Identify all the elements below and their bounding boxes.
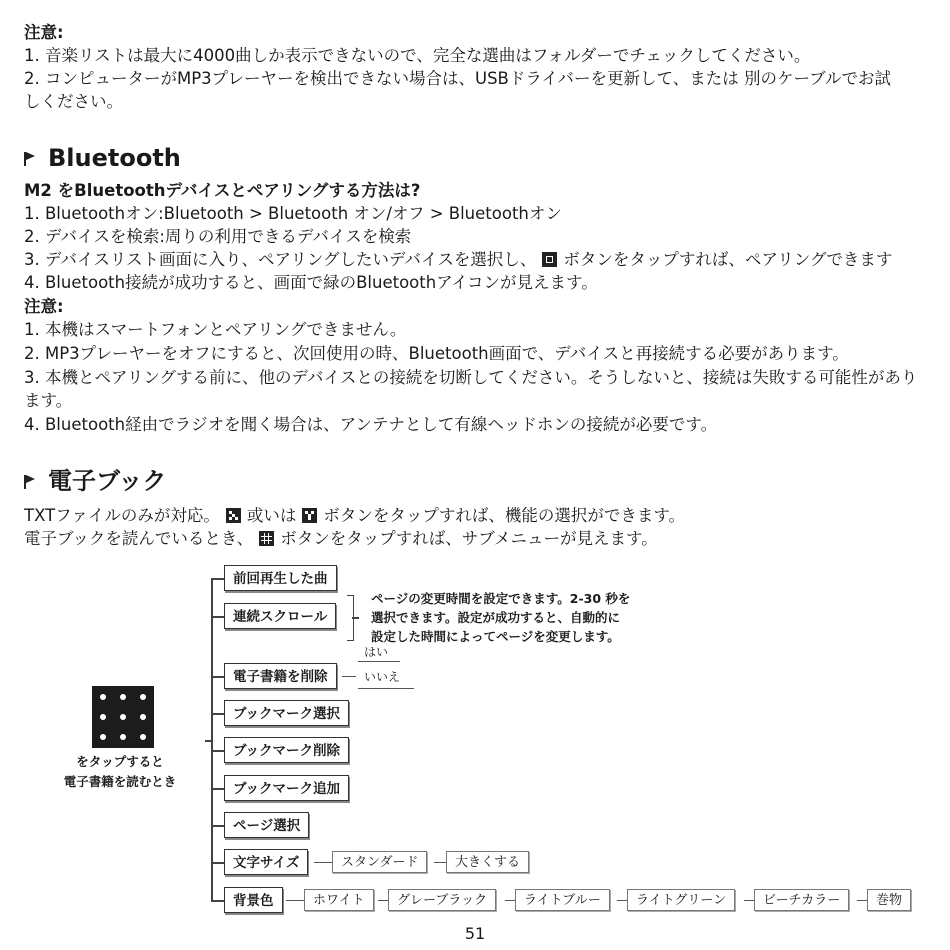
- flag-icon: [24, 473, 38, 491]
- background-option: 巻物: [867, 889, 911, 911]
- note-line: 1. 本機はスマートフォンとペアリングできません。: [24, 320, 407, 339]
- heading-text: 電子ブック: [48, 467, 167, 495]
- note-line: しください。: [24, 92, 123, 111]
- diagram-caption: 電子書籍を読むとき: [63, 774, 177, 789]
- background-option: ビーチカラー: [754, 889, 849, 911]
- menu-item-background: 背景色: [224, 887, 283, 913]
- ebook-text: TXTファイルのみが対応。: [24, 506, 220, 525]
- page-number: 51: [464, 924, 486, 943]
- step3-post: ボタンをタップすれば、ペアリングできます: [563, 250, 893, 269]
- menu-item-delete-ebook: 電子書籍を削除: [224, 663, 337, 689]
- ebook-text: 或いは: [246, 506, 297, 525]
- delete-no: いいえ: [364, 670, 401, 684]
- step3-pre: 3. デバイスリスト画面に入り、ペアリングしたいデバイスを選択し、: [24, 250, 537, 269]
- notes-title: 注意:: [24, 23, 64, 42]
- heading-text: Bluetooth: [48, 144, 181, 172]
- note-line: 1. 音楽リストは最大に4000曲しか表示できないので、完全な選曲はフォルダーでチェックしてください。: [24, 46, 811, 65]
- bluetooth-question: M2 をBluetoothデバイスとペアリングする方法は?: [24, 181, 421, 200]
- tree-stub: [205, 740, 213, 742]
- note-line: 2. コンピューターがMP3プレーヤーを検出できない場合は、USBドライバーを更新して、または 別のケーブルでお試: [24, 69, 891, 88]
- menu-item-page-select: ページ選択: [224, 812, 309, 838]
- background-option: ライトブルー: [515, 889, 610, 911]
- menu-grid-icon: [259, 531, 274, 546]
- menu-item-auto-scroll: 連続スクロール: [224, 603, 336, 629]
- scroll-note-line: 設定した時間によってページを変更します。: [371, 629, 620, 644]
- next-dots-icon: [302, 508, 317, 523]
- menu-item-bookmark-add: ブックマーク追加: [224, 775, 349, 801]
- font-size-option: スタンダード: [332, 851, 427, 873]
- font-size-option: 大きくする: [446, 851, 529, 873]
- notes-title: 注意:: [24, 297, 64, 316]
- tree-trunk: [211, 578, 213, 900]
- ebook-text: ボタンをタップすれば、機能の選択ができます。: [323, 506, 686, 525]
- diagram-caption: をタップすると: [76, 754, 164, 769]
- step-line: [24, 249, 892, 271]
- ebook-line: [24, 528, 658, 550]
- scroll-note: [371, 589, 630, 646]
- confirm-button-icon: [542, 252, 557, 267]
- prev-dots-icon: [226, 508, 241, 523]
- delete-yes: はい: [364, 645, 389, 659]
- menu-item-bookmark-delete: ブックマーク削除: [224, 737, 349, 763]
- menu-item-bookmark-select: ブックマーク選択: [224, 700, 349, 726]
- brace-tip: [352, 617, 359, 619]
- menu-item-font-size: 文字サイズ: [224, 849, 308, 875]
- note-line: 2. MP3プレーヤーをオフにすると、次回使用の時、Bluetooth画面で、デバイスと再接続する必要があります。: [24, 344, 849, 363]
- step-line: 2. デバイスを検索:周りの利用できるデバイスを検索: [24, 227, 412, 246]
- ebook-text: ボタンをタップすれば、サブメニューが見えます。: [280, 529, 658, 548]
- scroll-note-line: ページの変更時間を設定できます。2-30 秒を: [371, 591, 631, 606]
- step-line: 1. Bluetoothオン:Bluetooth > Bluetooth オン/オフ > Bluetoothオン: [24, 204, 562, 223]
- background-option: ライトグリーン: [627, 889, 735, 911]
- ebook-text: 電子ブックを読んでいるとき、: [24, 529, 254, 548]
- section-heading-ebook: [24, 466, 166, 496]
- background-option: グレーブラック: [388, 889, 496, 911]
- note-line: 3. 本機とペアリングする前に、他のデバイスとの接続を切断してください。そうしないと、接続は失敗する可能性があり: [24, 368, 918, 387]
- section-heading-bluetooth: [24, 143, 181, 173]
- flag-icon: [24, 150, 38, 168]
- grid-menu-icon: [92, 686, 154, 748]
- note-line: 4. Bluetooth経由でラジオを聞く場合は、アンテナとして有線ヘッドホンの接続が必要です。: [24, 415, 718, 434]
- step-line: 4. Bluetooth接続が成功すると、画面で緑のBluetoothアイコンが見えます。: [24, 273, 598, 292]
- scroll-note-line: 選択できます。設定が成功すると、自動的に: [371, 610, 621, 625]
- note-line: ます。: [24, 391, 73, 410]
- ebook-line: [24, 505, 685, 527]
- background-option: ホワイト: [304, 889, 374, 911]
- menu-item-last-played: 前回再生した曲: [224, 565, 337, 591]
